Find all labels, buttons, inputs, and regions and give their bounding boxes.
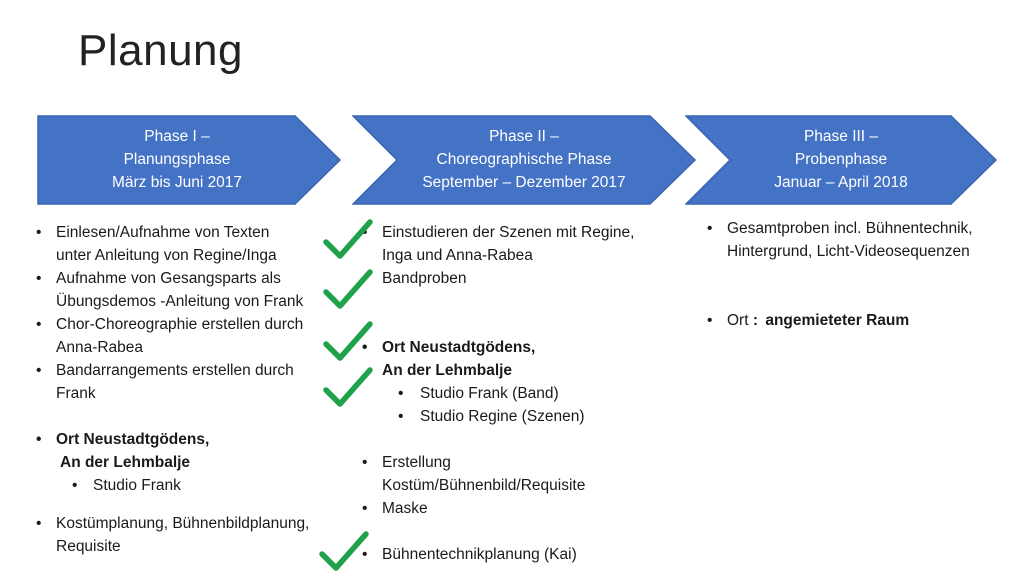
list-item: • Chor-Choreographie erstellen durch Anna-Rabea [30, 313, 360, 359]
phase-2-arrow [352, 115, 697, 205]
phase-3-arrow [685, 115, 998, 205]
phase-2-name: Phase II – [489, 128, 559, 145]
phase-1-subtitle: Planungsphase [123, 151, 231, 168]
phase-1-tasks [30, 221, 360, 558]
list-item: • Einstudieren der Szenen mit Regine, Inga und Anna-Rabea [356, 221, 686, 267]
sub-list-item: • Studio Regine (Szenen) [356, 405, 686, 428]
check-icon [322, 268, 374, 312]
list-item: • Maske [356, 497, 686, 520]
sub-list-item: • Studio Frank [30, 474, 360, 497]
list-item: • Bühnentechnikplanung (Kai) [356, 543, 686, 566]
phase-2-label [374, 125, 674, 194]
list-item: • Kostümplanung, Bühnenbildplanung, Requisite [30, 512, 360, 558]
list-item: • Bandproben [356, 267, 686, 290]
location-item: • Ort Neustadtgödens, An der Lehmbalje [356, 336, 686, 382]
phase-1-label [37, 125, 317, 194]
list-item: • Erstellung Kostüm/Bühnenbild/Requisite [356, 451, 686, 497]
check-icon [322, 366, 374, 410]
phase-3-name: Phase III – [803, 128, 879, 145]
phase-1-dates: März bis Juni 2017 [111, 174, 243, 191]
location-item: • Ort Neustadtgödens, An der Lehmbalje [30, 428, 360, 474]
check-icon [322, 320, 374, 364]
list-item: • Bandarrangements erstellen durch Frank [30, 359, 360, 405]
list-item: • Aufnahme von Gesangsparts als Übungsdemos -Anleitung von Frank [30, 267, 360, 313]
phase-2-subtitle: Choreographische Phase [436, 151, 612, 168]
phase-3-label [707, 125, 975, 194]
phase-1-name: Phase I – [144, 128, 210, 145]
phase-3-tasks [701, 217, 1021, 332]
slide-title: Planung [78, 26, 243, 75]
check-icon [322, 218, 374, 262]
phase-2-tasks [356, 221, 686, 566]
sub-list-item: • Studio Frank (Band) [356, 382, 686, 405]
check-icon [318, 530, 370, 574]
phase-3-subtitle: Probenphase [794, 151, 888, 168]
location-item: • Ort : angemieteter Raum [701, 309, 1021, 332]
phase-3-dates: Januar – April 2018 [774, 174, 908, 191]
list-item: • Einlesen/Aufnahme von Texten unter Anleitung von Regine/Inga [30, 221, 360, 267]
phase-2-dates: September – Dezember 2017 [422, 174, 626, 191]
list-item: • Gesamtproben incl. Bühnentechnik, Hintergrund, Licht-Videosequenzen [701, 217, 1021, 263]
phase-1-arrow [37, 115, 342, 205]
